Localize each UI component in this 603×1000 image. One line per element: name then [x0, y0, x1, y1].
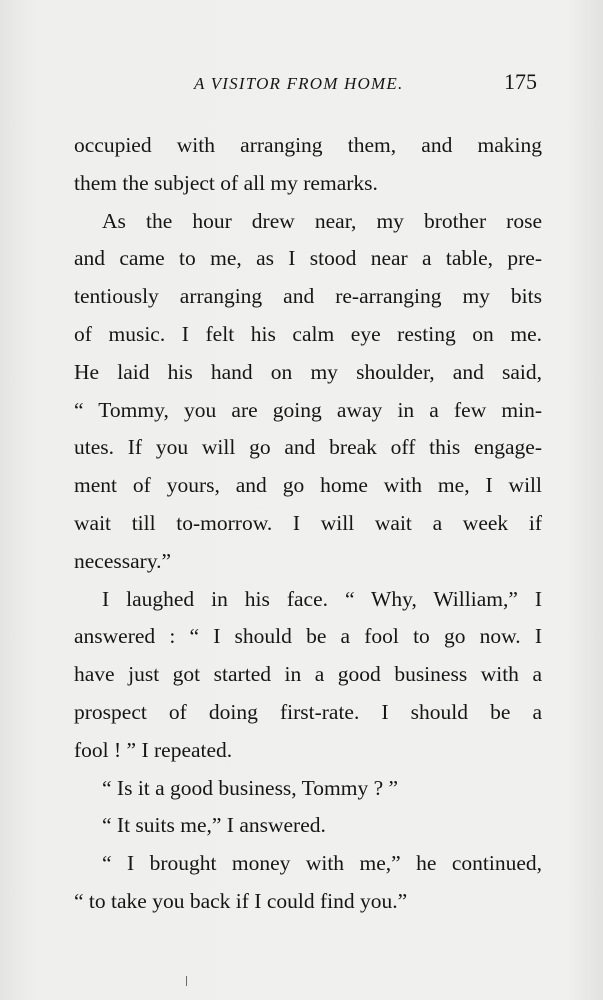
- text-line-12: necessary.”: [74, 548, 172, 573]
- running-head: [0, 66, 603, 100]
- text-line-8: “ Tommy, you are going away in a few min-: [74, 397, 542, 422]
- text-line-3: As the hour drew near, my brother rose: [102, 208, 542, 233]
- text-line-16: prospect of doing first-rate. I should be a: [74, 700, 542, 724]
- text-line-20: “ I brought money with me,” he continued,: [102, 851, 542, 876]
- text-line-21: “ to take you back if I could find you.”: [74, 889, 408, 913]
- paper-speck: [186, 976, 187, 986]
- text-line-11: wait till to-morrow. I will wait a week if: [74, 511, 542, 535]
- text-line-14: answered : “ I should be a fool to go now. I: [74, 624, 542, 649]
- text-line-13: I laughed in his face. “ Why, William,” I: [102, 586, 542, 611]
- text-line-2: them the subject of all my remarks.: [74, 170, 378, 195]
- page-number: 175: [504, 69, 537, 94]
- text-line-10: ment of yours, and go home with me, I will: [74, 473, 542, 498]
- text-line-15: have just got started in a good business with a: [74, 662, 542, 687]
- text-line-1: occupied with arranging them, and making: [74, 133, 542, 157]
- text-line-17: fool ! ” I repeated.: [74, 737, 233, 762]
- text-line-19: “ It suits me,” I answered.: [102, 813, 326, 838]
- text-line-6: of music. I felt his calm eye resting on me.: [74, 322, 542, 346]
- text-line-18: “ Is it a good business, Tommy ? ”: [102, 775, 399, 800]
- text-line-4: and came to me, as I stood near a table, pre-: [74, 246, 542, 271]
- running-title: A VISITOR FROM HOME.: [194, 74, 404, 93]
- text-line-7: He laid his hand on my shoulder, and said,: [74, 359, 542, 384]
- text-line-9: utes. If you will go and break off this engage-: [74, 435, 542, 460]
- text-line-5: tentiously arranging and re-arranging my bits: [74, 284, 542, 309]
